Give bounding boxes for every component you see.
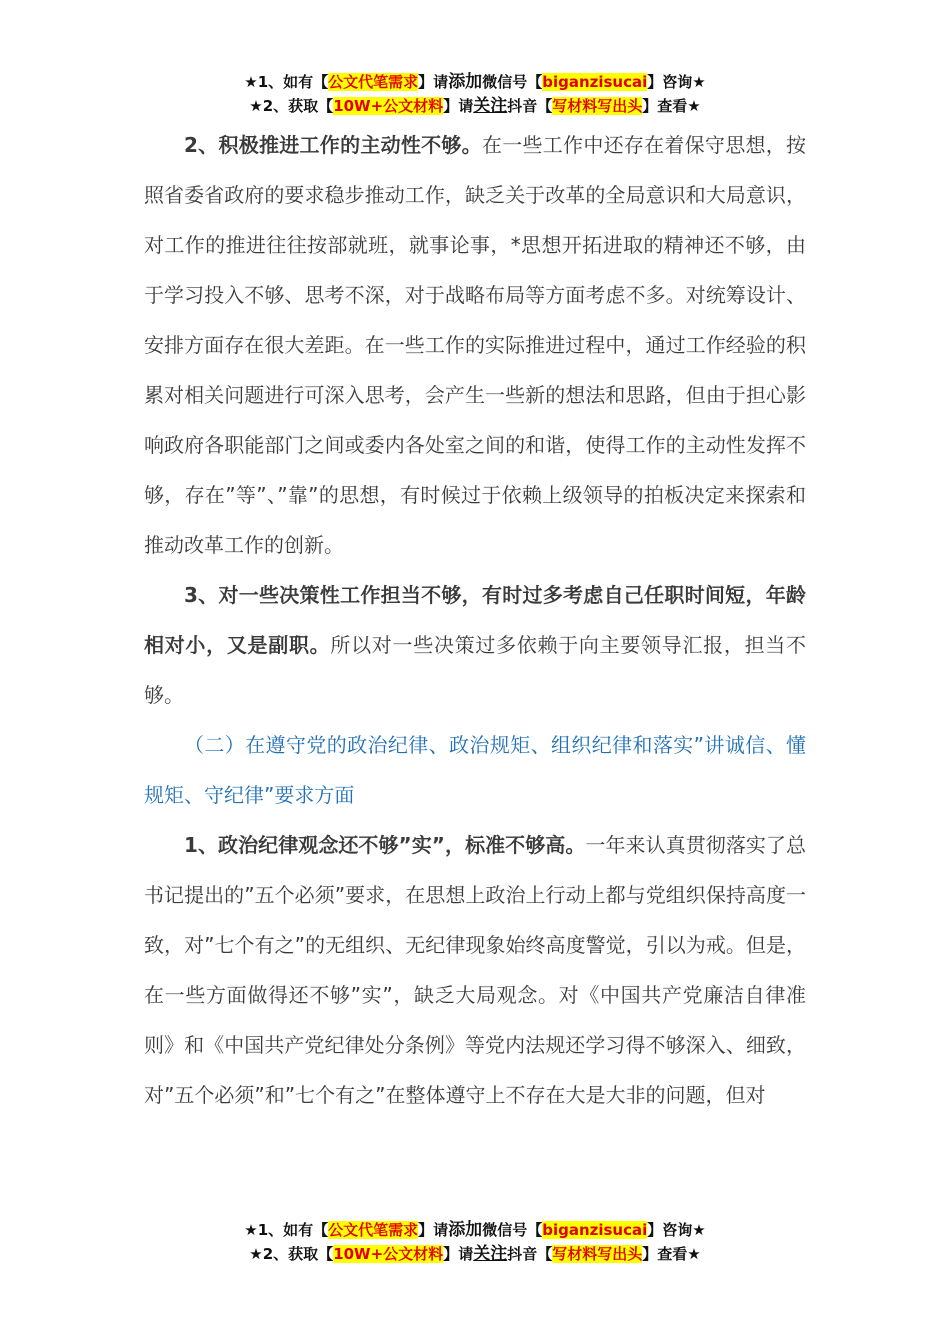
banner-highlight: 公文代笔需求 [328, 73, 419, 91]
banner-douyin-id: 写材料写出头 [552, 97, 643, 115]
document-body [144, 120, 806, 1120]
banner-text: 】请 [443, 1245, 474, 1263]
banner-text: ★1、如有【 [244, 1221, 329, 1239]
banner-wechat-id: biganzisucai [542, 73, 648, 91]
banner-text: ★2、获取【 [249, 97, 334, 115]
banner-text: 微信号【 [482, 73, 543, 91]
paragraph [144, 120, 806, 570]
banner-line-2 [0, 1242, 950, 1266]
paragraph [144, 570, 806, 720]
paragraph [144, 820, 806, 1120]
banner-emphasis: 关注 [473, 1244, 508, 1264]
banner-line-1 [0, 70, 950, 94]
banner-emphasis: 关注 [473, 96, 508, 116]
banner-text: 】请 [418, 73, 449, 91]
banner-text: 】咨询★ [647, 1221, 706, 1239]
banner-text: 微信号【 [482, 1221, 543, 1239]
banner-text: ★1、如有【 [244, 73, 329, 91]
paragraph-lead: 1、政治纪律观念还不够”实”，标准不够高。 [184, 833, 586, 857]
paragraph-text: 在一些工作中还存在着保守思想，按照省委省政府的要求稳步推动工作，缺乏关于改革的全局意识和大局意识，对工作的推进往往按部就班，就事论事，*思想开拓进取的精神还不够，由于学习投入不够、思考不深，对于战略布局等方面考虑不多。对统筹设计、安排方面存在很大差距。在一些工作的实际推进过程中，通过工作经验的积累对相关问题进行可深入思考，会产生一些新的想法和思路，但由于担心影响政府各职能部门之间或委内各处室之间的和谐，使得工作的主动性发挥不够，存在”等”、”靠”的思想，有时候过于依赖上级领导的拍板决定来探索和推动改革工作的创新。 [144, 133, 807, 557]
banner-douyin-id: 写材料写出头 [552, 1245, 643, 1263]
banner-line-2 [0, 94, 950, 118]
paragraph-text: 所以对一些决策过多依赖于向主要领导汇报，担当不够。 [144, 633, 807, 707]
paragraph-lead: 3、对一些决策性工作担当不够，有时过多考虑自己任职时间短，年龄相对小，又是副职。 [144, 583, 806, 657]
banner-emphasis: 添加 [448, 1220, 483, 1240]
paragraph-text: 一年来认真贯彻落实了总书记提出的”五个必须”要求，在思想上政治上行动上都与党组织保持高度一致，对”七个有之”的无组织、无纪律现象始终高度警觉，引以为戒。但是，在一些方面做得还不够”实”，缺乏大局观念。对《中国共产党廉洁自律准则》和《中国共产党纪律处分条例》等党内法规还学习得不够深入、细致，对”五个必须”和”七个有之”在整体遵守上不存在大是大非的问题，但对 [144, 833, 806, 1107]
banner-highlight: 10W+公文材料 [333, 97, 444, 115]
banner-wechat-id: biganzisucai [542, 1221, 648, 1239]
banner-line-1 [0, 1218, 950, 1242]
top-banner [0, 70, 950, 118]
banner-text: 】咨询★ [647, 73, 706, 91]
banner-text: 抖音【 [507, 1245, 553, 1263]
banner-emphasis: 添加 [448, 72, 483, 92]
banner-text: 】查看★ [642, 1245, 701, 1263]
banner-highlight: 公文代笔需求 [328, 1221, 419, 1239]
banner-text: 抖音【 [507, 97, 553, 115]
banner-text: ★2、获取【 [249, 1245, 334, 1263]
section-heading: （二）在遵守党的政治纪律、政治规矩、组织纪律和落实”讲诚信、懂规矩、守纪律”要求方面 [144, 733, 806, 807]
banner-text: 】请 [443, 97, 474, 115]
banner-highlight: 10W+公文材料 [333, 1245, 444, 1263]
banner-text: 】请 [418, 1221, 449, 1239]
bottom-banner [0, 1218, 950, 1266]
banner-text: 】查看★ [642, 97, 701, 115]
paragraph-lead: 2、积极推进工作的主动性不够。 [184, 133, 482, 157]
